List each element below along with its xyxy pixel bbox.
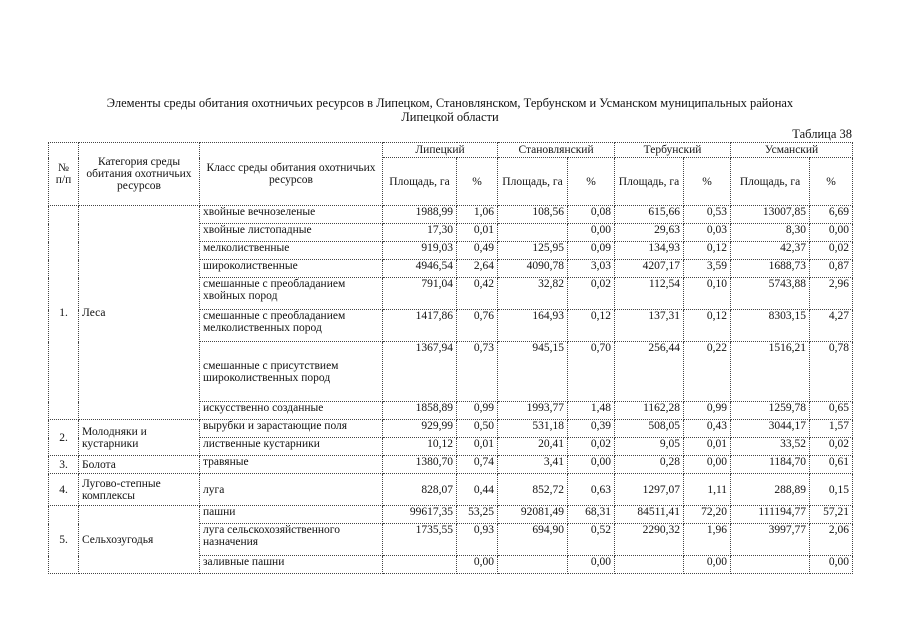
area-cell: 1688,73 <box>731 260 810 278</box>
area-cell: 1516,21 <box>731 342 810 402</box>
percent-cell: 0,78 <box>810 342 853 402</box>
percent-cell: 0,00 <box>568 456 615 474</box>
percent-cell: 0,99 <box>684 402 731 420</box>
table-row <box>49 420 853 438</box>
area-cell: 0,28 <box>615 456 684 474</box>
percent-cell: 0,61 <box>810 456 853 474</box>
area-cell: 5743,88 <box>731 278 810 310</box>
area-cell: 9,05 <box>615 438 684 456</box>
area-cell <box>615 556 684 574</box>
area-cell: 137,31 <box>615 310 684 342</box>
area-cell: 134,93 <box>615 242 684 260</box>
header-pct: % <box>810 158 853 206</box>
area-cell: 84511,41 <box>615 506 684 524</box>
class-cell: хвойные листопадные <box>200 224 383 242</box>
area-cell: 3044,17 <box>731 420 810 438</box>
area-cell: 1858,89 <box>383 402 457 420</box>
area-cell: 1184,70 <box>731 456 810 474</box>
area-cell: 3,41 <box>498 456 568 474</box>
percent-cell: 0,65 <box>810 402 853 420</box>
percent-cell: 0,99 <box>457 402 498 420</box>
percent-cell: 0,09 <box>568 242 615 260</box>
area-cell: 32,82 <box>498 278 568 310</box>
category-cell: Болота <box>79 456 200 474</box>
area-cell: 288,89 <box>731 474 810 506</box>
class-cell: лиственные кустарники <box>200 438 383 456</box>
header-district-terbunsky: Тербунский <box>615 143 731 158</box>
header-no: № п/п <box>49 143 79 206</box>
table-label: Таблица 38 <box>792 127 852 141</box>
area-cell: 99617,35 <box>383 506 457 524</box>
percent-cell: 0,74 <box>457 456 498 474</box>
area-cell: 1735,55 <box>383 524 457 556</box>
percent-cell: 72,20 <box>684 506 731 524</box>
percent-cell: 0,02 <box>810 438 853 456</box>
header-district-stanovlyansky: Становлянский <box>498 143 615 158</box>
class-cell: травяные <box>200 456 383 474</box>
percent-cell: 0,76 <box>457 310 498 342</box>
area-cell: 828,07 <box>383 474 457 506</box>
area-cell: 919,03 <box>383 242 457 260</box>
category-cell: Сельхозугодья <box>79 506 200 574</box>
area-cell: 4207,17 <box>615 260 684 278</box>
percent-cell: 0,02 <box>568 278 615 310</box>
percent-cell: 0,00 <box>684 556 731 574</box>
area-cell: 3997,77 <box>731 524 810 556</box>
area-cell: 531,18 <box>498 420 568 438</box>
area-cell: 42,37 <box>731 242 810 260</box>
document-title: Элементы среды обитания охотничьих ресурсов в Липецком, Становлянском, Тербунском и Усманском муниципальных районах Липецкой области <box>106 96 794 124</box>
percent-cell: 57,21 <box>810 506 853 524</box>
percent-cell: 2,96 <box>810 278 853 310</box>
area-cell <box>731 556 810 574</box>
percent-cell: 0,00 <box>457 556 498 574</box>
percent-cell: 1,57 <box>810 420 853 438</box>
table-row <box>49 456 853 474</box>
area-cell: 10,12 <box>383 438 457 456</box>
percent-cell: 0,08 <box>568 206 615 224</box>
class-cell: мелколиственные <box>200 242 383 260</box>
percent-cell: 1,06 <box>457 206 498 224</box>
area-cell: 13007,85 <box>731 206 810 224</box>
class-cell: искусственно созданные <box>200 402 383 420</box>
area-cell: 4090,78 <box>498 260 568 278</box>
area-cell: 791,04 <box>383 278 457 310</box>
header-area: Площадь, га <box>731 158 810 206</box>
area-cell: 8303,15 <box>731 310 810 342</box>
percent-cell: 0,52 <box>568 524 615 556</box>
habitat-table <box>48 142 853 574</box>
area-cell: 108,56 <box>498 206 568 224</box>
category-cell: Леса <box>79 206 200 420</box>
table-body <box>49 206 853 574</box>
area-cell: 1367,94 <box>383 342 457 402</box>
area-cell: 1259,78 <box>731 402 810 420</box>
percent-cell: 0,12 <box>568 310 615 342</box>
area-cell: 29,63 <box>615 224 684 242</box>
class-cell: заливные пашни <box>200 556 383 574</box>
area-cell: 164,93 <box>498 310 568 342</box>
category-cell: Молодняки и кустарники <box>79 420 200 456</box>
percent-cell: 0,02 <box>568 438 615 456</box>
percent-cell: 0,87 <box>810 260 853 278</box>
header-pct: % <box>568 158 615 206</box>
percent-cell: 0,70 <box>568 342 615 402</box>
row-number: 5. <box>49 506 79 574</box>
area-cell: 125,95 <box>498 242 568 260</box>
percent-cell: 0,43 <box>684 420 731 438</box>
area-cell <box>498 556 568 574</box>
header-class: Класс среды обитания охотничьих ресурсов <box>200 143 383 206</box>
area-cell: 1162,28 <box>615 402 684 420</box>
class-cell: смешанные с присутствием широколиственных пород <box>200 342 383 402</box>
percent-cell: 0,00 <box>568 224 615 242</box>
header-area: Площадь, га <box>498 158 568 206</box>
class-cell: луга <box>200 474 383 506</box>
area-cell: 92081,49 <box>498 506 568 524</box>
percent-cell: 6,69 <box>810 206 853 224</box>
percent-cell: 0,00 <box>810 224 853 242</box>
row-number: 1. <box>49 206 79 420</box>
table-row <box>49 206 853 224</box>
table-row <box>49 506 853 524</box>
table-header <box>49 143 853 206</box>
percent-cell: 0,10 <box>684 278 731 310</box>
percent-cell: 3,03 <box>568 260 615 278</box>
percent-cell: 1,96 <box>684 524 731 556</box>
percent-cell: 0,00 <box>810 556 853 574</box>
class-cell: широколиственные <box>200 260 383 278</box>
row-number: 2. <box>49 420 79 456</box>
area-cell: 256,44 <box>615 342 684 402</box>
header-area: Площадь, га <box>383 158 457 206</box>
percent-cell: 0,49 <box>457 242 498 260</box>
row-number: 4. <box>49 474 79 506</box>
percent-cell: 0,44 <box>457 474 498 506</box>
percent-cell: 0,01 <box>457 224 498 242</box>
percent-cell: 0,73 <box>457 342 498 402</box>
area-cell: 1417,86 <box>383 310 457 342</box>
percent-cell: 1,11 <box>684 474 731 506</box>
class-cell: пашни <box>200 506 383 524</box>
header-district-usmansky: Усманский <box>731 143 853 158</box>
percent-cell: 0,01 <box>684 438 731 456</box>
row-number: 3. <box>49 456 79 474</box>
area-cell: 2290,32 <box>615 524 684 556</box>
percent-cell: 0,01 <box>457 438 498 456</box>
percent-cell: 4,27 <box>810 310 853 342</box>
percent-cell: 1,48 <box>568 402 615 420</box>
percent-cell: 0,93 <box>457 524 498 556</box>
percent-cell: 0,42 <box>457 278 498 310</box>
area-cell: 1297,07 <box>615 474 684 506</box>
area-cell: 945,15 <box>498 342 568 402</box>
class-cell: хвойные вечнозеленые <box>200 206 383 224</box>
percent-cell: 0,03 <box>684 224 731 242</box>
area-cell: 1988,99 <box>383 206 457 224</box>
area-cell: 508,05 <box>615 420 684 438</box>
area-cell: 17,30 <box>383 224 457 242</box>
percent-cell: 0,53 <box>684 206 731 224</box>
percent-cell: 0,22 <box>684 342 731 402</box>
table-row <box>49 474 853 506</box>
class-cell: смешанные с преобладанием хвойных пород <box>200 278 383 310</box>
percent-cell: 0,12 <box>684 242 731 260</box>
percent-cell: 0,15 <box>810 474 853 506</box>
area-cell: 852,72 <box>498 474 568 506</box>
area-cell: 20,41 <box>498 438 568 456</box>
percent-cell: 2,64 <box>457 260 498 278</box>
header-category: Категория среды обитания охотничьих ресурсов <box>79 143 200 206</box>
header-pct: % <box>457 158 498 206</box>
area-cell <box>498 224 568 242</box>
class-cell: вырубки и зарастающие поля <box>200 420 383 438</box>
area-cell: 1380,70 <box>383 456 457 474</box>
area-cell: 33,52 <box>731 438 810 456</box>
header-area: Площадь, га <box>615 158 684 206</box>
percent-cell: 53,25 <box>457 506 498 524</box>
percent-cell: 0,00 <box>568 556 615 574</box>
area-cell <box>383 556 457 574</box>
header-district-lipetsk: Липецкий <box>383 143 498 158</box>
area-cell: 8,30 <box>731 224 810 242</box>
percent-cell: 0,12 <box>684 310 731 342</box>
percent-cell: 2,06 <box>810 524 853 556</box>
percent-cell: 0,39 <box>568 420 615 438</box>
percent-cell: 0,50 <box>457 420 498 438</box>
area-cell: 929,99 <box>383 420 457 438</box>
percent-cell: 3,59 <box>684 260 731 278</box>
area-cell: 4946,54 <box>383 260 457 278</box>
percent-cell: 0,00 <box>684 456 731 474</box>
area-cell: 112,54 <box>615 278 684 310</box>
class-cell: смешанные с преобладанием мелколиственных пород <box>200 310 383 342</box>
area-cell: 694,90 <box>498 524 568 556</box>
area-cell: 1993,77 <box>498 402 568 420</box>
header-pct: % <box>684 158 731 206</box>
area-cell: 111194,77 <box>731 506 810 524</box>
class-cell: луга сельскохозяйственного назначения <box>200 524 383 556</box>
area-cell: 615,66 <box>615 206 684 224</box>
category-cell: Лугово-степные комплексы <box>79 474 200 506</box>
percent-cell: 0,63 <box>568 474 615 506</box>
percent-cell: 68,31 <box>568 506 615 524</box>
percent-cell: 0,02 <box>810 242 853 260</box>
